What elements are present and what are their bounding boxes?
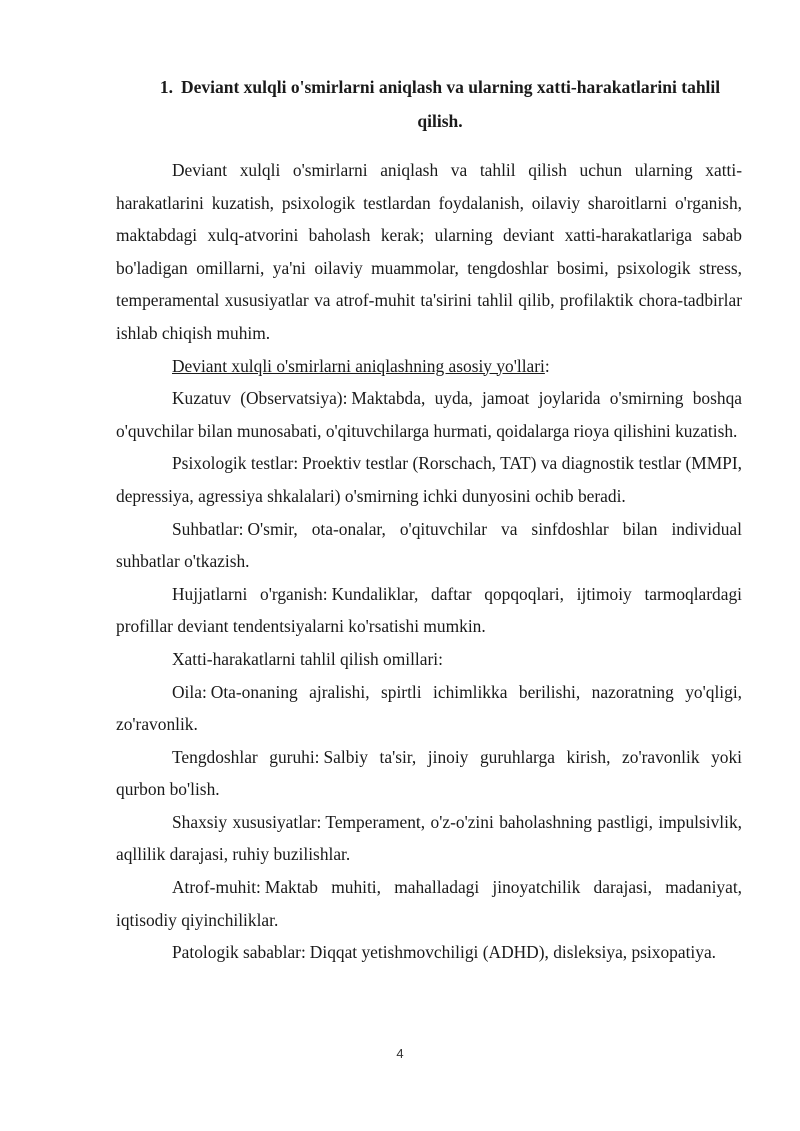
method-item — [116, 447, 742, 512]
factor-label: Atrof-muhit: — [172, 877, 261, 898]
intro-paragraph: Deviant xulqli o'smirlarni aniqlash va tahlil qilish uchun ularning xatti-harakatlarini kuzatish, psixologik testlardan foydalanish, oilaviy sharoitlarni o'rganish, maktabdagi xulq-atvorini baholash kerak; ularning deviant xatti-harakatlariga sabab bo'ladigan omillarni, ya'ni oilaviy muammolar, tengdoshlar bosimi, psixologik stress, temperamental xususiyatlar va atrof-muhit ta'sirini tahlil qilib, profilaktik chora-tadbirlar ishlab chiqish muhim. — [116, 160, 742, 343]
factor-label: Tengdoshlar guruhi: — [172, 746, 320, 767]
factor-item — [116, 871, 742, 936]
section-title: Deviant xulqli o'smirlarni aniqlash va ularning xatti-harakatlarini tahlil qilish. — [180, 77, 721, 131]
method-item — [116, 513, 742, 578]
method-label: Kuzatuv (Observatsiya): — [172, 388, 348, 409]
factor-label: Shaxsiy xususiyatlar: — [172, 811, 322, 832]
factor-text: Ota-onaning ajralishi, spirtli ichimlikka berilishi, nazoratning yo'qligi, zo'ravonlik. — [116, 681, 742, 735]
factor-label: Patologik sabablar: — [172, 942, 306, 963]
methods-title-paragraph — [116, 350, 742, 383]
page-number: 4 — [396, 1046, 404, 1061]
factor-label: Oila: — [172, 681, 207, 702]
method-label: Suhbatlar: — [172, 518, 244, 539]
method-text: O'smir, ota-onalar, o'qituvchilar va sinfdoshlar bilan individual suhbatlar o'tkazish. — [116, 518, 742, 572]
factor-text: Salbiy ta'sir, jinoiy guruhlarga kirish, zo'ravonlik yoki qurbon bo'lish. — [116, 746, 743, 800]
methods-title-colon: : — [544, 355, 550, 376]
document-page — [116, 70, 742, 969]
method-item — [116, 578, 742, 643]
factors-title: Xatti-harakatlarni tahlil qilish omillari: — [172, 648, 443, 669]
method-label: Psixologik testlar: — [172, 453, 299, 474]
section-heading — [116, 70, 742, 138]
factor-item — [116, 936, 742, 969]
factor-item — [116, 741, 742, 806]
method-label: Hujjatlarni o'rganish: — [172, 583, 328, 604]
factor-text: Temperament, o'z-o'zini baholashning pastligi, impulsivlik, aqllilik darajasi, ruhiy buzilishlar. — [116, 811, 742, 865]
method-text: Maktabda, uyda, jamoat joylarida o'smirning boshqa o'quvchilar bilan munosabati, o'qituvchilarga hurmati, qoidalarga rioya qilishini kuzatish. — [116, 388, 743, 441]
factor-item — [116, 806, 742, 871]
factor-text: Maktab muhiti, mahalladagi jinoyatchilik darajasi, madaniyat, iqtisodiy qiyinchiliklar. — [116, 877, 742, 930]
methods-title: Deviant xulqli o'smirlarni aniqlashning asosiy yo'llari — [172, 355, 545, 376]
method-text: Proektiv testlar (Rorschach, TAT) va diagnostik testlar (MMPI, depressiya, agressiya shkalalari) o'smirning ichki dunyosini ochib beradi. — [116, 453, 742, 506]
method-text: Kundaliklar, daftar qopqoqlari, ijtimoiy tarmoqlardagi profillar deviant tendentsiyalarni ko'rsatishi mumkin. — [116, 583, 742, 637]
factor-item — [116, 676, 742, 741]
section-number: 1. — [159, 77, 173, 97]
method-item — [116, 382, 742, 447]
factor-text: Diqqat yetishmovchiligi (ADHD), disleksiya, psixopatiya. — [309, 942, 717, 963]
